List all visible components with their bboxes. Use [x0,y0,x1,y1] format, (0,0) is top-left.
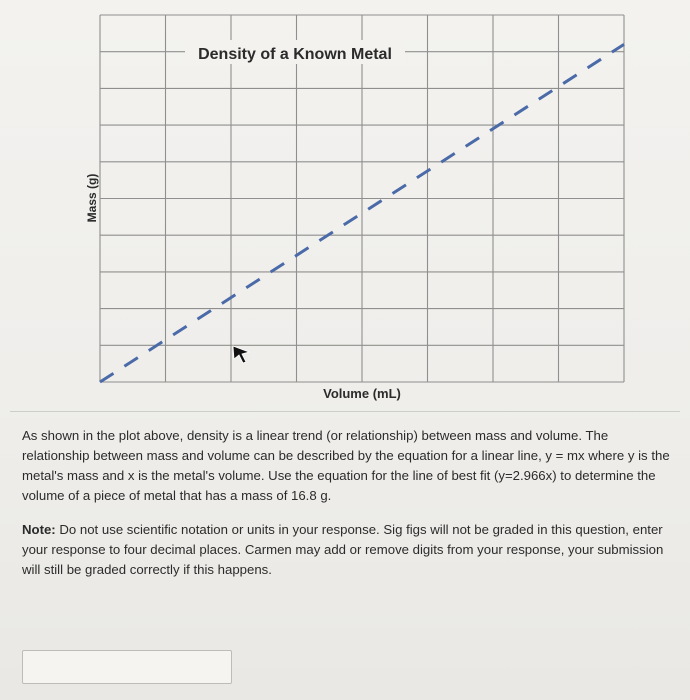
chart-grid [100,15,624,382]
note-label: Note: [22,522,56,537]
chart-title: Density of a Known Metal [198,46,392,63]
density-chart [60,0,660,410]
cursor-arrow-icon [233,346,249,363]
question-text [22,426,672,580]
chart-svg [60,0,660,410]
answer-input[interactable] [22,650,232,684]
question-note [22,520,672,580]
question-paragraph: As shown in the plot above, density is a linear trend (or relationship) between mass and volume. The relationship between mass and volume can be described by the equation for a linear line, y = mx where y is the metal's mass and x is the metal's volume. Use the equation for the line of best fit (y=2.966x) to determine the volume of a piece of metal that has a mass of 16.8 g. [22,428,670,503]
y-axis-label: Mass (g) [85,173,99,223]
note-text: Do not use scientific notation or units in your response. Sig figs will not be graded in this question, enter your response to four decimal places. Carmen may add or remove digits from your response, your submission will still be graded correctly if this happens. [22,522,664,577]
x-axis-label: Volume (mL) [323,386,401,401]
section-divider [10,411,680,412]
mouse-cursor [233,346,249,363]
